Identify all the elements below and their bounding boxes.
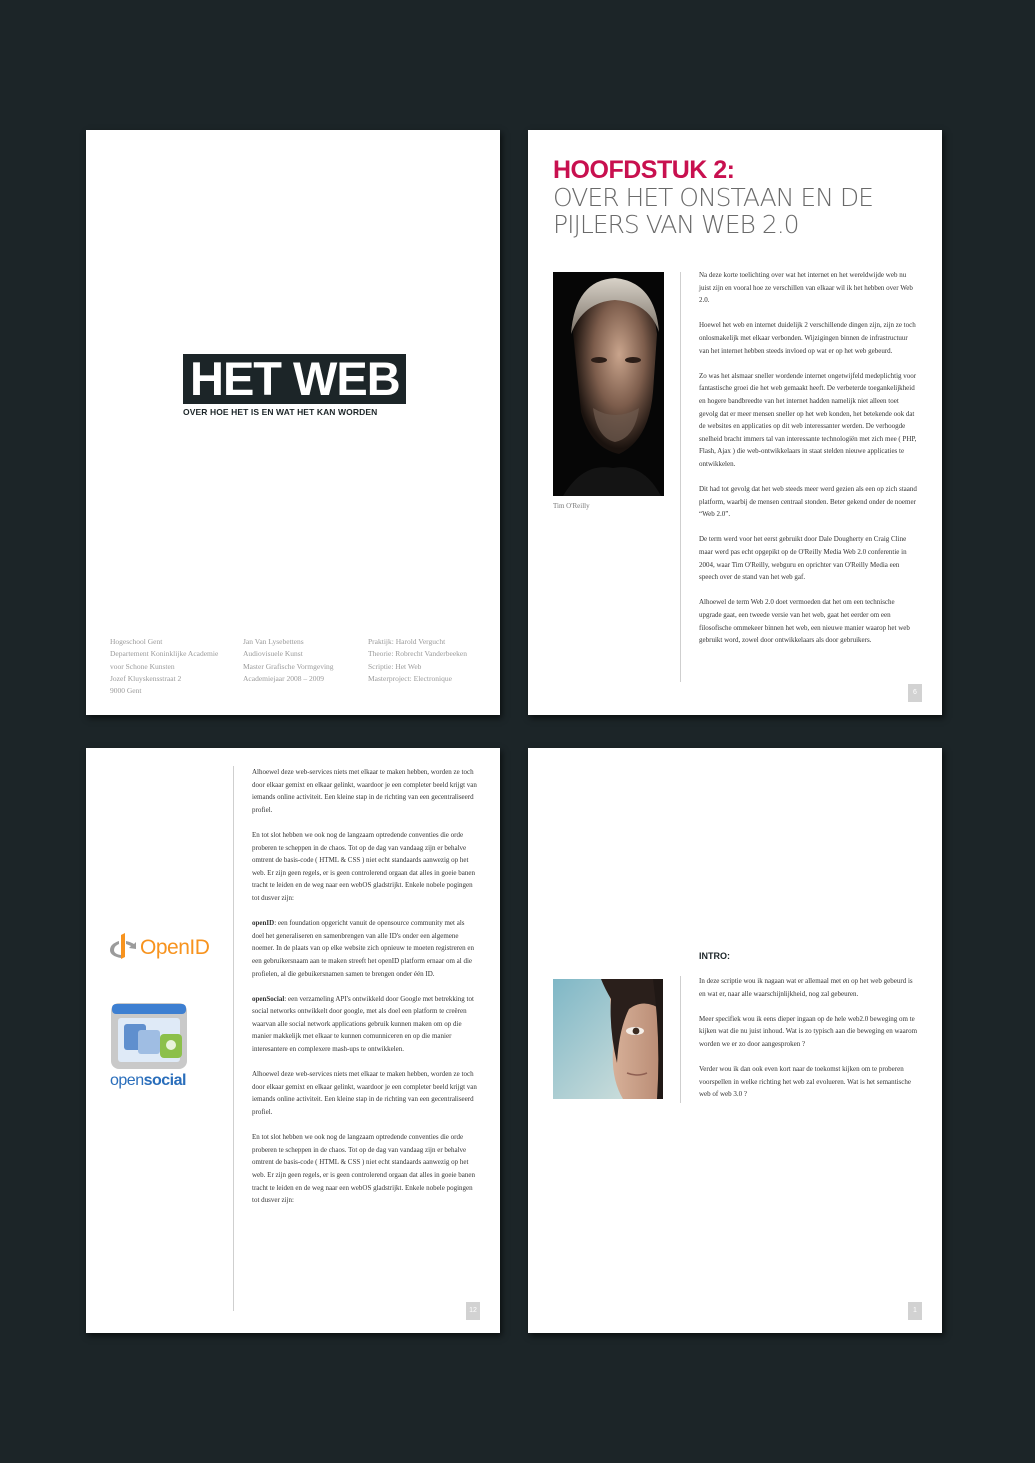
cover-institution-column — [110, 636, 218, 697]
portrait-photo-tim-oreilly — [553, 272, 664, 496]
cover-line: Departement Koninklijke Academie — [110, 649, 219, 659]
cover-line: Masterproject: Electronique — [368, 673, 452, 683]
cover-line: Scriptie: Het Web — [368, 661, 422, 671]
intro-page — [528, 748, 942, 1333]
cover-line: Jan Van Lysebettens — [243, 637, 304, 646]
opensocial-wordmark-a: open — [110, 1072, 144, 1089]
chapter-paragraph: Dit had tot gevolg dat het web steeds meer werd gezien als een op zich staand platform, waarbij de mensen centraal stonden. Beter gekend onder de noemer “Web 2.0”. — [699, 485, 917, 519]
openid-icon — [108, 932, 136, 960]
cover-line: 9000 Gent — [110, 686, 142, 696]
chapter-subtitle: OVER HET ONSTAAN EN DE PIJLERS VAN WEB 2.0 — [553, 183, 873, 239]
cover-page — [86, 130, 500, 715]
opensocial-logo — [106, 1000, 218, 1092]
cover-subtitle: OVER HOE HET IS EN WAT HET KAN WORDEN — [183, 407, 378, 417]
page-number: 12 — [466, 1302, 480, 1320]
chapter-paragraph: Alhoewel de term Web 2.0 doet vermoeden dat het om een technische upgrade gaat, een tweede versie van het web, gaat het eerder om een filosofische ommekeer binnen het web, een nieuwe manier waarop het web gebruikt word, zowel door ontwikkelaars als door gebruikers. — [699, 598, 910, 645]
cover-line: Hogeschool Gent — [110, 637, 163, 646]
opensocial-wordmark-b: social — [143, 1072, 186, 1089]
services-body — [252, 766, 477, 1219]
cover-line: Jozef Kluyskensstraat 2 — [110, 673, 182, 683]
portrait-photo — [553, 979, 663, 1099]
openid-wordmark: OpenID — [140, 936, 210, 959]
opensocial-term: openSocial — [252, 994, 285, 1003]
chapter-body — [699, 269, 917, 659]
openid-paragraph — [252, 917, 477, 980]
opensocial-wordmark — [110, 1072, 186, 1090]
opensocial-paragraph — [252, 993, 477, 1056]
cover-title: HET WEB — [183, 354, 406, 404]
services-page — [86, 748, 500, 1333]
photo-caption: Tim O'Reilly — [553, 502, 590, 510]
page-number: 6 — [908, 684, 922, 702]
openid-description: : een foundation opgericht vanuit de opensource community met als doel het generaliseren en samenbrengen van alle ID's onder een algemene noemer. In de plaats van op elke website zich opnieuw te moeten registreren en een gebruikersnaam aan te maken streeft het openID platform ernaar om al die profielen, al die gebuikersnamen samen te brengen onder één ID. — [252, 919, 474, 978]
opensocial-icon — [108, 1000, 192, 1074]
chapter-paragraph: Na deze korte toelichting over wat het internet en het wereldwijde web nu juist zijn en vooral hoe ze verschillen van elkaar wil ik het hebben over Web 2.0. — [699, 271, 913, 305]
openid-logo — [108, 932, 218, 962]
services-paragraph: Alhoewel deze web-services niets met elkaar te maken hebben, worden ze toch door elkaar gemixt en elkaar gelinkt, waardoor je een completer beeld krijgt van iemands online activiteit. Een kleine stap in de richting van een gecentraliseerd profiel. — [252, 1070, 477, 1117]
chapter-page — [528, 130, 942, 715]
intro-paragraph: Verder wou ik dan ook even kort naar de toekomst kijken om te proberen voorspellen in welke richting het web zal evolueren. Wat is het semantische web of web 3.0 ? — [699, 1065, 911, 1099]
cover-line: Theorie: Robrecht Vanderbeeken — [368, 649, 467, 659]
cover-line: Praktijk: Harold Vergucht — [368, 637, 446, 646]
cover-line: Audiovisuele Kunst — [243, 649, 303, 659]
chapter-paragraph: Hoewel het web en internet duidelijk 2 verschillende dingen zijn, zijn ze toch onlosmakelijk met elkaar verbonden. Wijzigingen binnen de infrastructuur van het internet hebben steeds invloed op wat er op het web gebeurd. — [699, 321, 916, 355]
intro-paragraph: In deze scriptie wou ik nagaan wat er allemaal met en op het web gebeurd is en wat er, naar alle waarschijnlijkheid, nog zal gebeuren. — [699, 977, 913, 998]
chapter-paragraph: Zo was het alsmaar sneller wordende internet ongetwijfeld medeplichtig voor fantastische groei die het web gemaakt heeft. De verbeterde toegankelijkheid en hogere bandbreedte van het internet hadden namelijk niet alleen toet gevolg dat er meer mensen sneller op het web konden, het betekende ook dat de websites en applicaties op dit web interessanter werden. De verhoogde snelheid bracht immers tal van interessante technologiën met zich mee ( PHP, Flash, Ajax ) die web-ontwikkelaars in staat stelden nieuwe applicaties te ontwikkelen. — [699, 371, 917, 468]
chapter-paragraph: De term werd voor het eerst gebruikt door Dale Dougherty en Craig Cline maar werd pas echt opgepikt op de O'Reilly Media Web 2.0 conferentie in 2004, waar Tim O'Reilly, webguru en oprichter van O'Reilly Media een speech over de stand van het web gaf. — [699, 535, 907, 582]
services-paragraph: En tot slot hebben we ook nog de langzaam optredende conventies die orde proberen te scheppen in de chaos. Tot op de dag van vandaag zijn er behalve omtrent de basis-code ( HTML & CSS ) niet echt standaards aanwezig op het web. Er zijn geen regels, er is geen controlerend orgaan dat alles in goeie banen tracht te leiden en de weg naar een webOS gladstrijkt. Enkele nobele pogingen tot dusver zijn: — [252, 1133, 476, 1205]
services-paragraph: En tot slot hebben we ook nog de langzaam optredende conventies die orde proberen te scheppen in de chaos. Tot op de dag van vandaag zijn er behalve omtrent de basis-code ( HTML & CSS ) niet echt standaards aanwezig op het web. Er zijn geen regels, er is geen controlerend orgaan dat alles in goeie banen tracht te leiden en de weg naar een webOS gladstrijkt. Enkele nobele pogingen tot dusver zijn: — [252, 830, 476, 902]
cover-line: Academiejaar 2008 – 2009 — [243, 673, 325, 683]
services-paragraph: Alhoewel deze web-services niets met elkaar te maken hebben, worden ze toch door elkaar gemixt en elkaar gelinkt, waardoor je een completer beeld krijgt van iemands online activiteit. Een kleine stap in de richting van een gecentraliseerd profiel. — [252, 768, 477, 814]
column-divider — [680, 976, 681, 1103]
cover-line: voor Schone Kunsten — [110, 661, 175, 671]
intro-paragraph: Meer specifiek wou ik eens dieper ingaan op de hele web2.0 beweging om te kijken wat die nu juist inhoud. Wat is zo typisch aan die beweging en waarom worden we er zo door aangesproken ? — [699, 1014, 918, 1048]
openid-term: openID — [252, 919, 275, 928]
opensocial-description: : een verzameling API's ontwikkeld door Google met betrekking tot social networks ontwikkelt door google, met als doel een platform te creëren waarvan alle social network applications gebruik kunnen maken om op die manier makkelijk met elkaar te kunnen comunniceren en op die manier interesantere en complexere mash-ups te ontwikkelen. — [252, 994, 474, 1054]
cover-line: Master Grafische Vormgeving — [243, 661, 334, 671]
column-divider — [233, 766, 234, 1311]
cover-supervisors-column — [368, 636, 467, 685]
chapter-title: HOOFDSTUK 2: — [553, 156, 735, 184]
page-number: 1 — [908, 1302, 922, 1320]
intro-body — [699, 975, 919, 1114]
intro-heading: INTRO: — [699, 951, 730, 961]
cover-author-column — [243, 636, 334, 685]
column-divider — [680, 272, 681, 682]
